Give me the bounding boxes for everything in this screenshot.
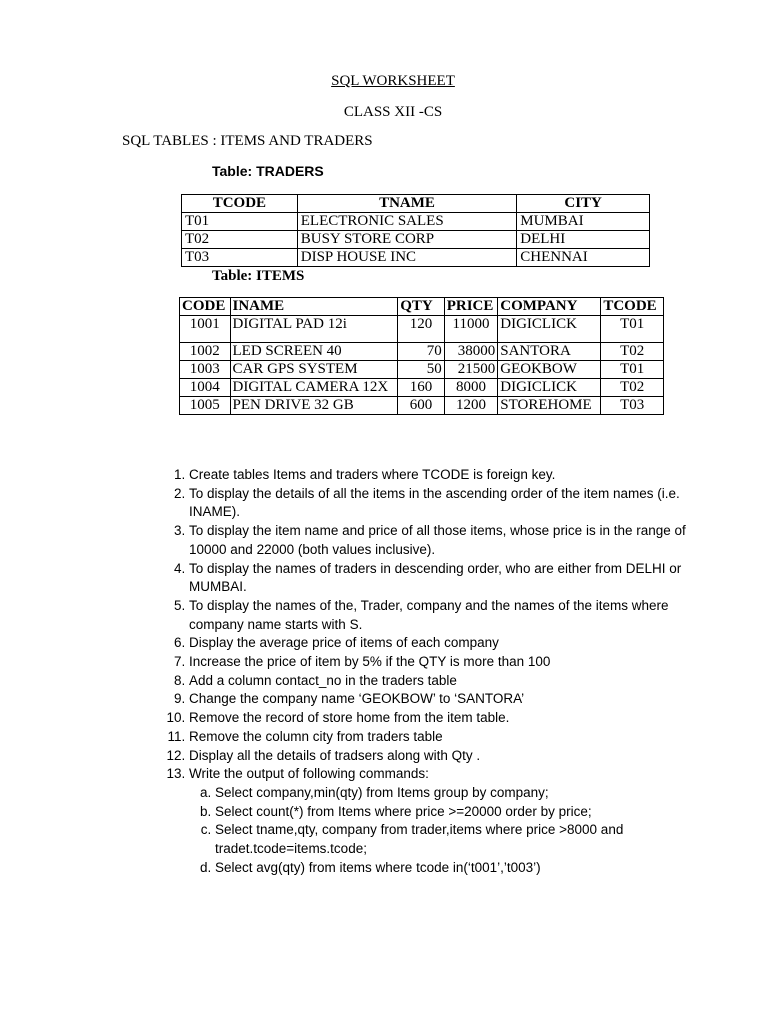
table-cell: SANTORA	[498, 343, 601, 361]
table-row	[182, 249, 650, 267]
table-cell: 1002	[180, 343, 231, 361]
question-item: 10. Remove the record of store home from the item table.	[189, 709, 709, 728]
table-row	[180, 361, 664, 379]
table-cell: DELHI	[517, 231, 650, 249]
table-row	[180, 379, 664, 397]
table-cell: 1004	[180, 379, 231, 397]
table-cell: 38000	[444, 343, 498, 361]
subquestion-item: a. Select company,min(qty) from Items group by company;	[215, 784, 709, 803]
tables-heading: SQL TABLES : ITEMS AND TRADERS	[122, 133, 373, 149]
table-cell: 50	[398, 361, 444, 379]
question-item: 8. Add a column contact_no in the traders table	[189, 672, 709, 691]
table-cell: PEN DRIVE 32 GB	[230, 397, 398, 415]
question-item: 3. To display the item name and price of all those items, whose price is in the range of 10000 and 22000 (both values inclusive).	[189, 522, 709, 559]
question-item: 6. Display the average price of items of each company	[189, 634, 709, 653]
table-cell: 8000	[444, 379, 498, 397]
worksheet-title: SQL WORKSHEET	[331, 73, 455, 89]
class-heading: CLASS XII -CS	[343, 104, 443, 120]
table-row	[180, 343, 664, 361]
table-cell: DIGICLICK	[498, 316, 601, 343]
subquestion-list	[189, 784, 709, 878]
column-header: QTY	[398, 298, 444, 316]
table-cell: 1001	[180, 316, 231, 343]
column-header: CODE	[180, 298, 231, 316]
table-cell: 1003	[180, 361, 231, 379]
table-cell: DIGITAL PAD 12i	[230, 316, 398, 343]
question-item: 7. Increase the price of item by 5% if the QTY is more than 100	[189, 653, 709, 672]
table-cell: ELECTRONIC SALES	[297, 213, 516, 231]
question-item: 2. To display the details of all the items in the ascending order of the item names (i.e. INAME).	[189, 485, 709, 522]
table-cell: 120	[398, 316, 444, 343]
table-cell: MUMBAI	[517, 213, 650, 231]
question-item-13	[189, 765, 709, 877]
items-table	[179, 297, 664, 415]
question-item: 12. Display all the details of tradsers along with Qty .	[189, 747, 709, 766]
column-header: TCODE	[182, 195, 298, 213]
table-cell: T01	[182, 213, 298, 231]
table-row	[182, 213, 650, 231]
column-header: INAME	[230, 298, 398, 316]
column-header: CITY	[517, 195, 650, 213]
column-header: TNAME	[297, 195, 516, 213]
items-header-row	[180, 298, 664, 316]
subquestion-item: d. Select avg(qty) from items where tcode in(‘t001’,’t003’)	[215, 859, 709, 878]
traders-table-label: Table: TRADERS	[212, 163, 324, 179]
table-cell: 1005	[180, 397, 231, 415]
table-row	[182, 231, 650, 249]
table-cell: 11000	[444, 316, 498, 343]
table-cell: 1200	[444, 397, 498, 415]
table-cell: LED SCREEN 40	[230, 343, 398, 361]
column-header: PRICE	[444, 298, 498, 316]
table-cell: T01	[601, 316, 664, 343]
question-list	[158, 466, 709, 877]
table-cell: T01	[601, 361, 664, 379]
table-cell: CHENNAI	[517, 249, 650, 267]
question-item: 9. Change the company name ‘GEOKBOW’ to ‘SANTORA’	[189, 690, 709, 709]
table-cell: 600	[398, 397, 444, 415]
table-cell: T02	[182, 231, 298, 249]
table-cell: T02	[601, 343, 664, 361]
table-cell: DISP HOUSE INC	[297, 249, 516, 267]
table-cell: GEOKBOW	[498, 361, 601, 379]
column-header: TCODE	[601, 298, 664, 316]
table-cell: T03	[182, 249, 298, 267]
subquestion-item: b. Select count(*) from Items where price >=20000 order by price;	[215, 803, 709, 822]
question-item: 1. Create tables Items and traders where TCODE is foreign key.	[189, 466, 709, 485]
question-text: Write the output of following commands:	[189, 766, 429, 782]
table-cell: 70	[398, 343, 444, 361]
table-cell: 21500	[444, 361, 498, 379]
column-header: COMPANY	[498, 298, 601, 316]
table-cell: 160	[398, 379, 444, 397]
table-cell: T03	[601, 397, 664, 415]
subquestion-item: c. Select tname,qty, company from trader,items where price >8000 and tradet.tcode=items.tcode;	[215, 821, 709, 858]
table-row	[180, 316, 664, 343]
traders-table	[181, 194, 650, 267]
table-cell: DIGITAL CAMERA 12X	[230, 379, 398, 397]
table-cell: STOREHOME	[498, 397, 601, 415]
table-cell: BUSY STORE CORP	[297, 231, 516, 249]
question-item: 4. To display the names of traders in descending order, who are either from DELHI or MUMBAI.	[189, 560, 709, 597]
items-table-label: Table: ITEMS	[212, 268, 305, 284]
table-cell: DIGICLICK	[498, 379, 601, 397]
traders-header-row	[182, 195, 650, 213]
question-item: 5. To display the names of the, Trader, company and the names of the items where company name starts with S.	[189, 597, 709, 634]
table-row	[180, 397, 664, 415]
table-cell: T02	[601, 379, 664, 397]
table-cell: CAR GPS SYSTEM	[230, 361, 398, 379]
question-item: 11. Remove the column city from traders table	[189, 728, 709, 747]
